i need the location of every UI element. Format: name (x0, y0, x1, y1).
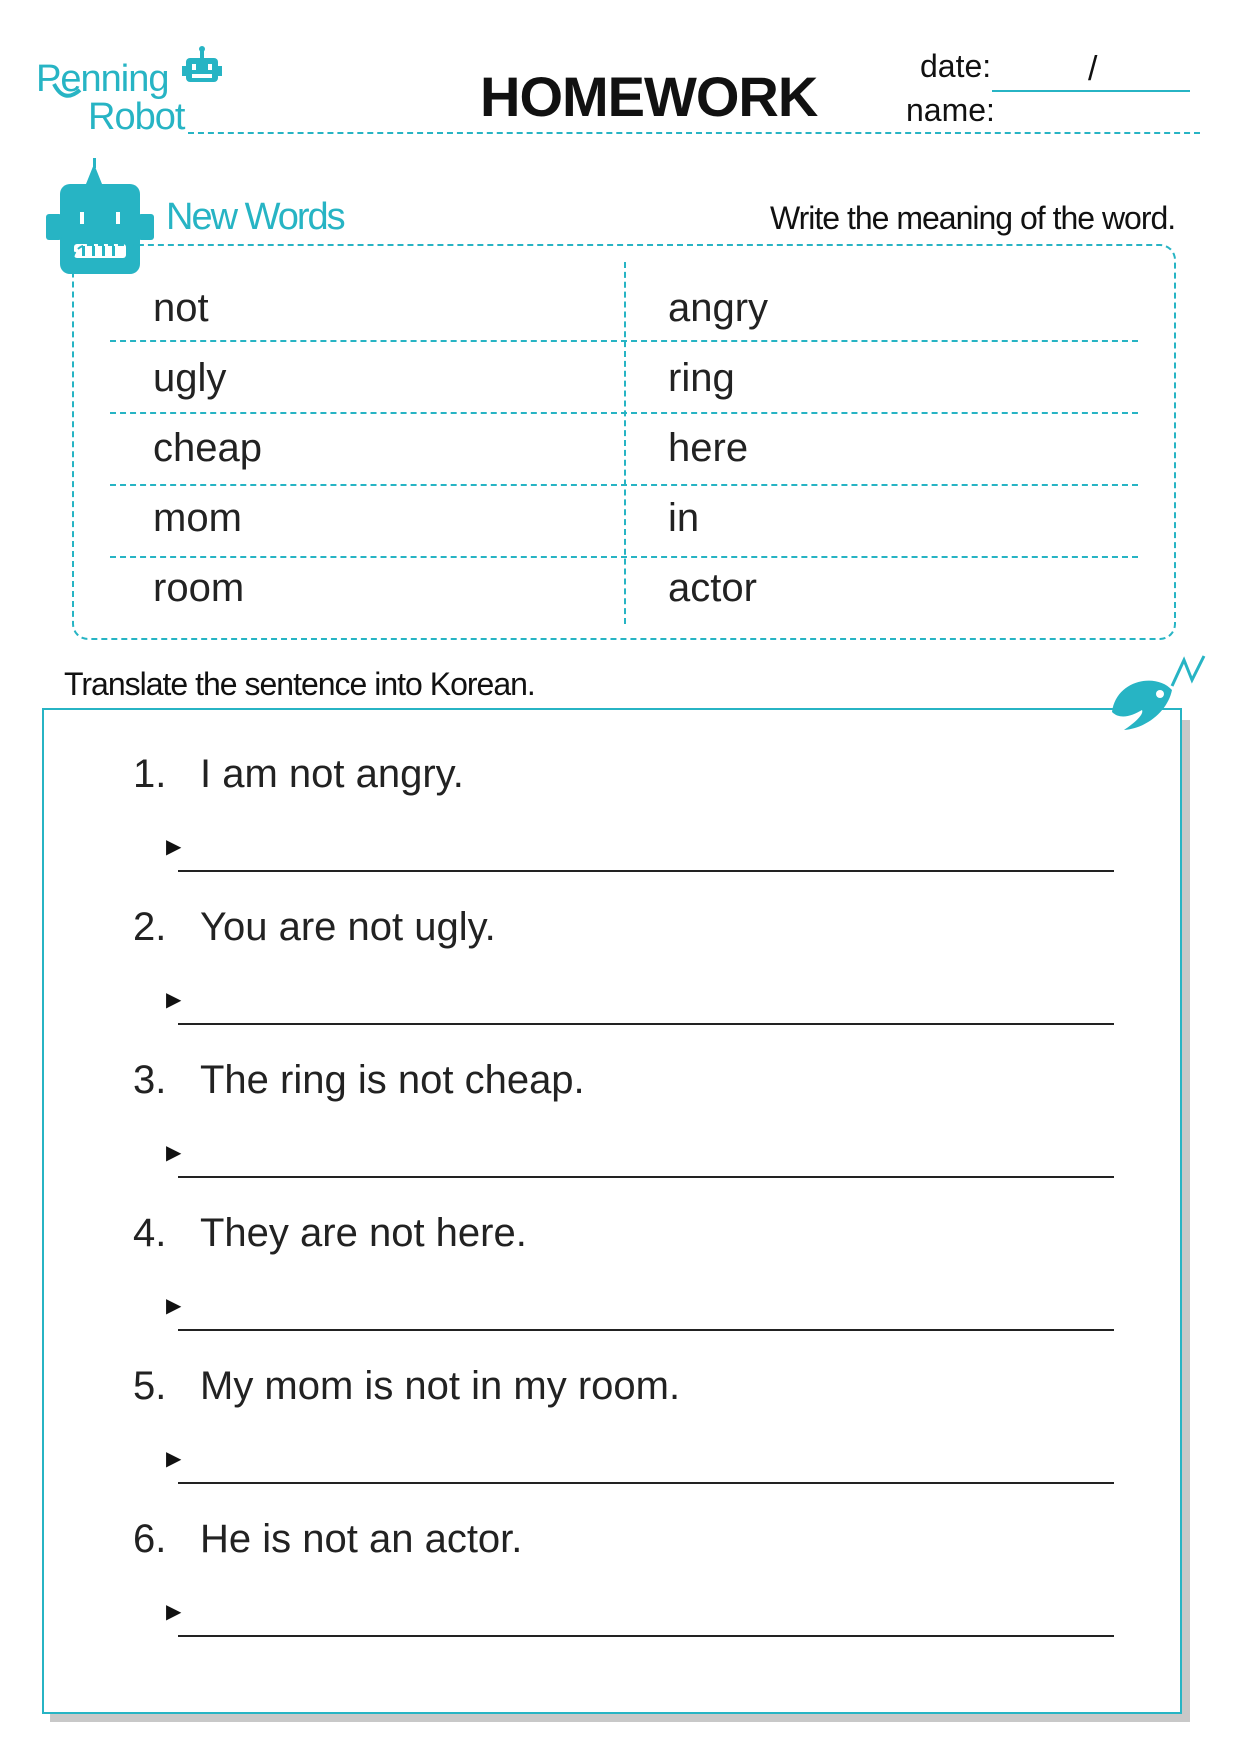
answer-line[interactable] (178, 870, 1114, 872)
word-cell: room (153, 566, 245, 610)
new-words-instruction: Write the meaning of the word. (770, 200, 1176, 236)
word-table-row-divider (110, 484, 1138, 486)
date-field-line[interactable] (992, 90, 1190, 92)
word-cell: cheap (153, 426, 262, 470)
question-number: 4. (133, 1211, 167, 1255)
question-number: 2. (133, 905, 167, 949)
answer-line[interactable] (178, 1482, 1114, 1484)
question-text: I am not angry. (200, 752, 464, 796)
answer-line[interactable] (178, 1329, 1114, 1331)
question-text: The ring is not cheap. (200, 1058, 585, 1102)
word-cell: in (668, 496, 700, 540)
answer-line[interactable] (178, 1176, 1114, 1178)
word-cell: angry (668, 286, 769, 330)
date-label: date: (920, 48, 992, 84)
word-table-row-divider (110, 556, 1138, 558)
answer-marker-icon: ▶ (166, 836, 182, 858)
answer-marker-icon: ▶ (166, 1601, 182, 1623)
word-cell: ugly (153, 356, 227, 400)
question-text: My mom is not in my room. (200, 1364, 681, 1408)
question-text: They are not here. (200, 1211, 527, 1255)
word-cell: ring (668, 356, 735, 400)
question-number: 5. (133, 1364, 167, 1408)
translate-instruction: Translate the sentence into Korean. (64, 666, 535, 702)
question-number: 3. (133, 1058, 167, 1102)
word-cell: here (668, 426, 749, 470)
name-label: name: (906, 92, 995, 128)
answer-marker-icon: ▶ (166, 1295, 182, 1317)
question-text: You are not ugly. (200, 905, 496, 949)
answer-marker-icon: ▶ (166, 989, 182, 1011)
question-number: 6. (133, 1517, 167, 1561)
answer-line[interactable] (178, 1023, 1114, 1025)
section-title-new-words: New Words (166, 196, 344, 238)
answer-line[interactable] (178, 1635, 1114, 1637)
word-cell: mom (153, 496, 242, 540)
page-title: HOMEWORK (480, 65, 818, 128)
word-table-column-divider (624, 262, 626, 624)
word-table-row-divider (110, 412, 1138, 414)
date-separator: / (1088, 50, 1098, 88)
header-divider (188, 132, 1200, 134)
answer-marker-icon: ▶ (166, 1142, 182, 1164)
word-cell: actor (668, 566, 757, 610)
word-cell: not (153, 286, 209, 330)
logo-text-penning: Penning (36, 58, 169, 100)
word-table-row-divider (110, 340, 1138, 342)
answer-marker-icon: ▶ (166, 1448, 182, 1470)
question-number: 1. (133, 752, 167, 796)
logo-text-robot: Robot (88, 96, 185, 138)
bird-icon (1108, 650, 1208, 760)
question-text: He is not an actor. (200, 1517, 523, 1561)
